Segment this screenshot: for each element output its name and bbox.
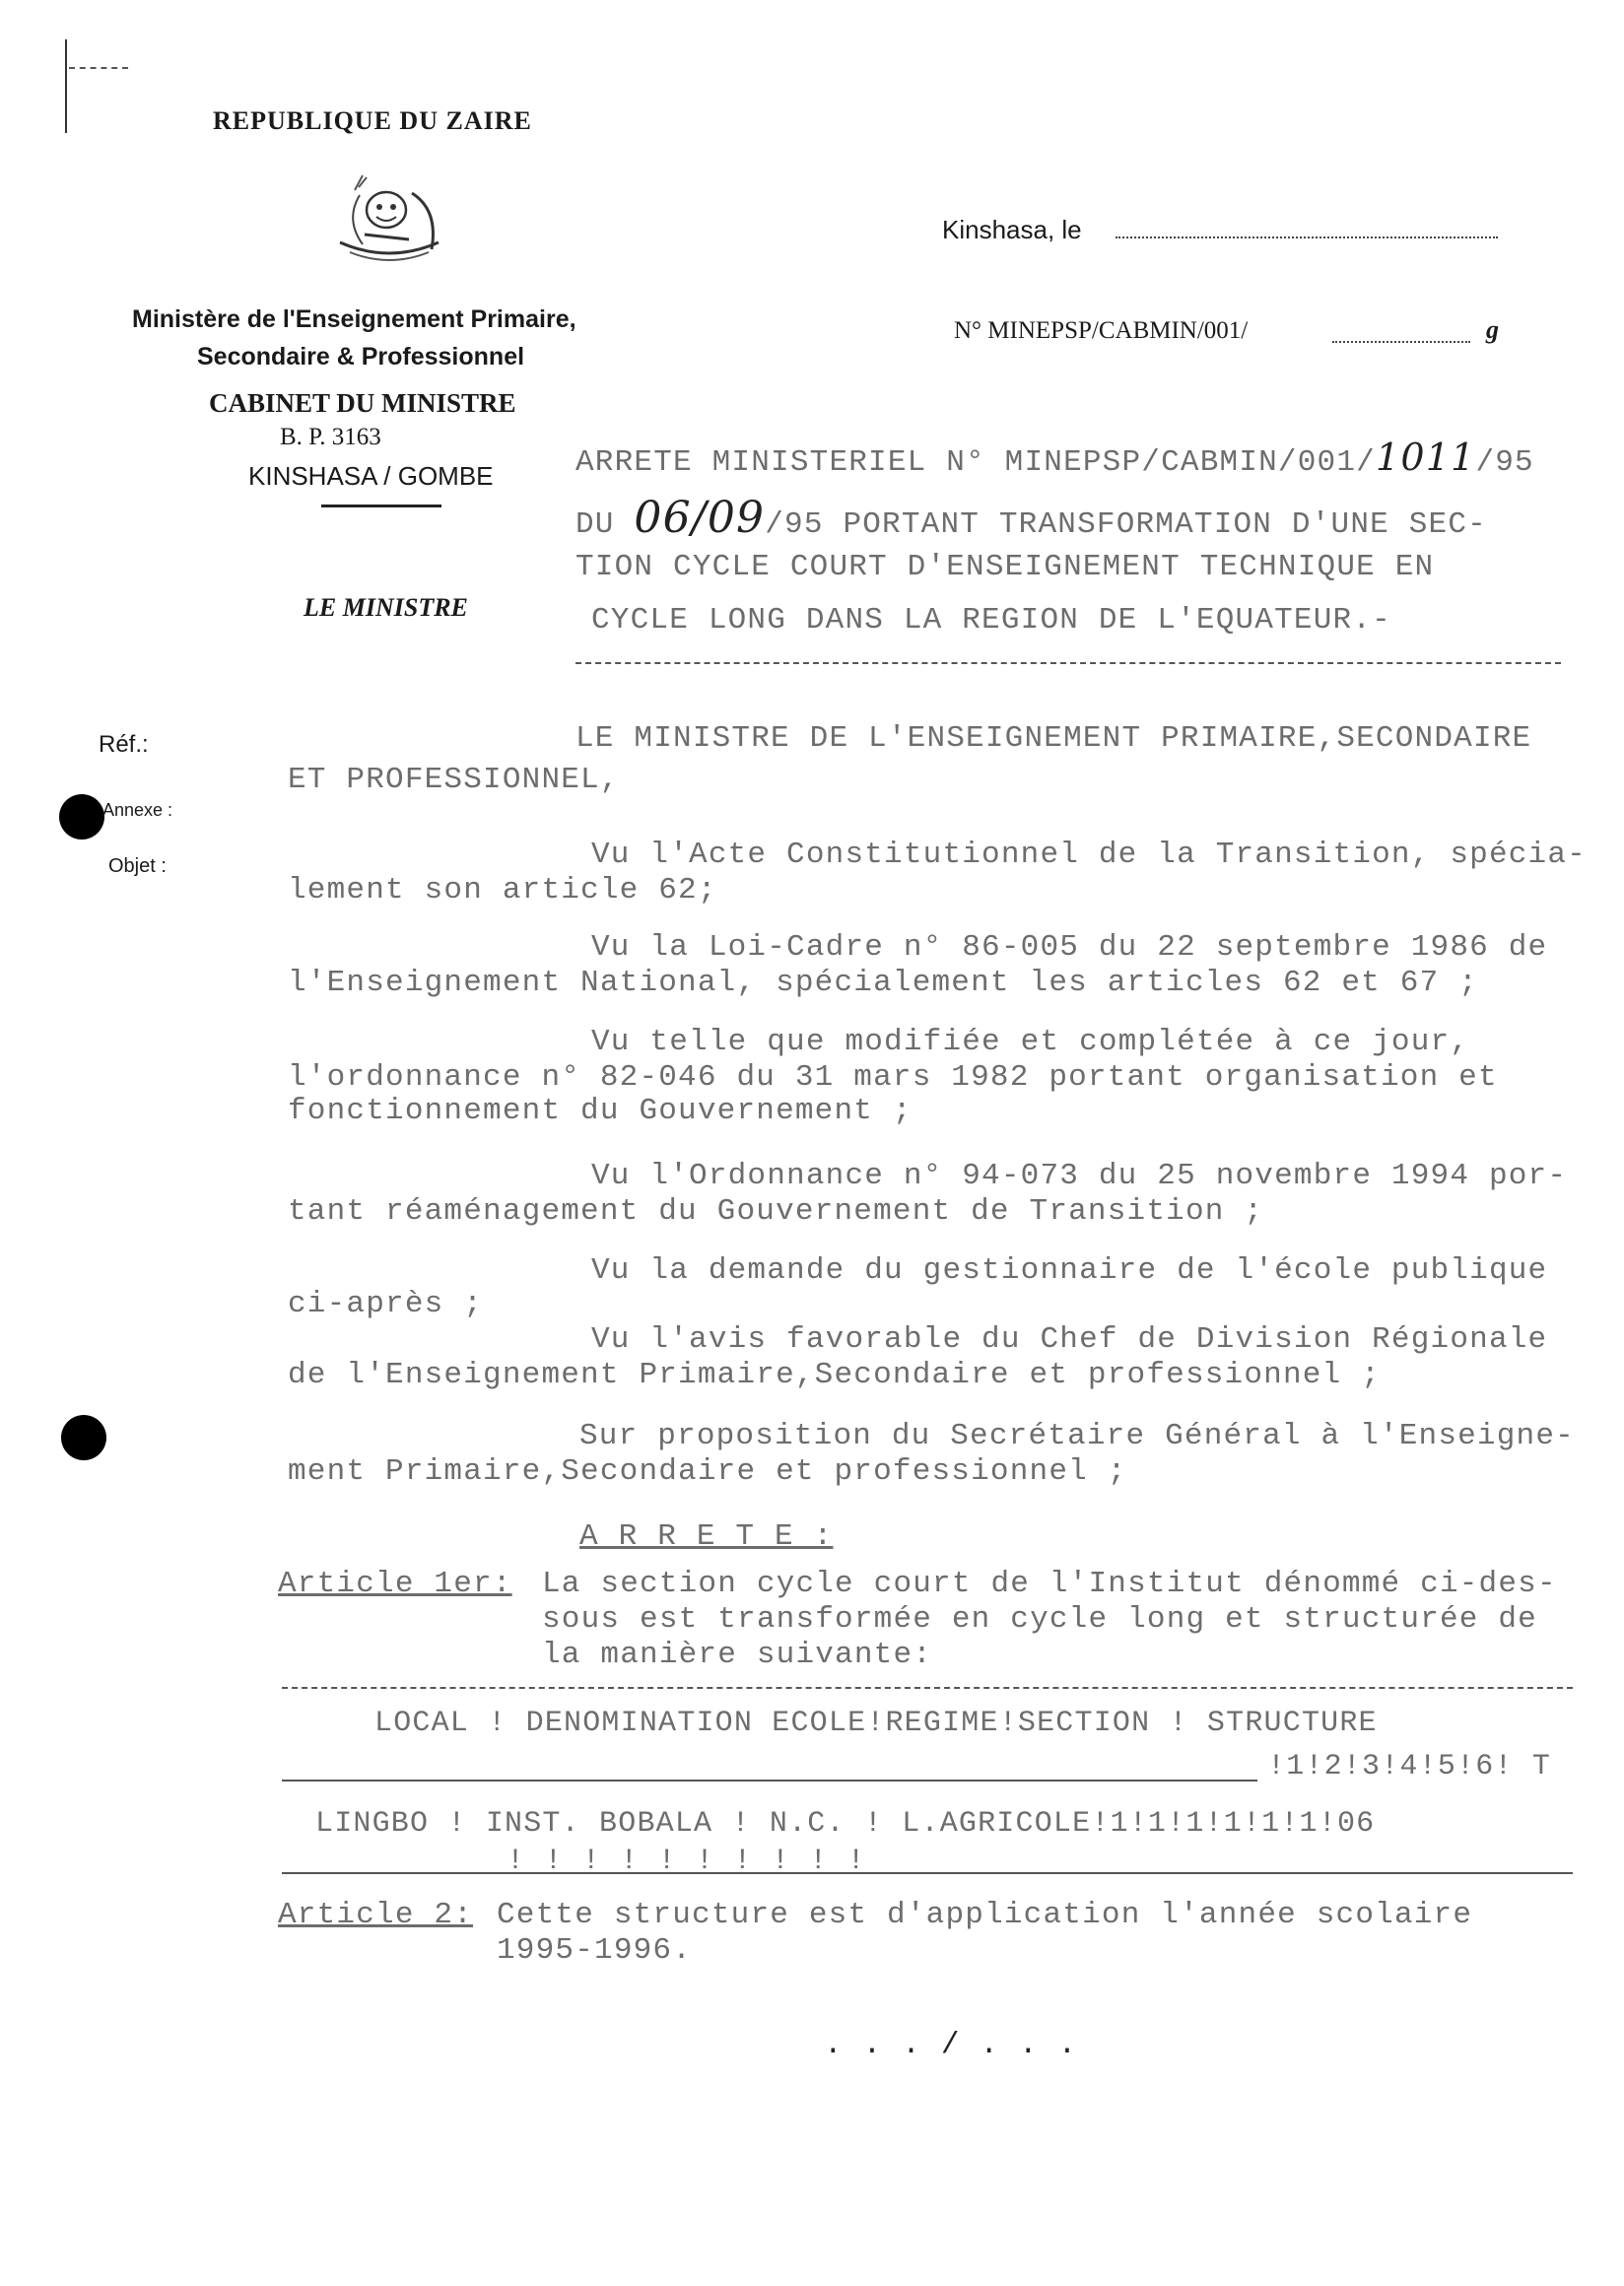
article-2-label: Article 2: [278, 1898, 474, 1932]
coat-of-arms-emblem [315, 166, 463, 274]
proposition-line2: ment Primaire,Secondaire et professionnel ; [288, 1454, 1127, 1489]
objet-label: Objet : [108, 855, 167, 877]
title-line2-text: /95 PORTANT TRANSFORMATION D'UNE SEC- [765, 507, 1487, 542]
visa-3-line3: fonctionnement du Gouvernement ; [288, 1094, 913, 1128]
le-ministre-label: LE MINISTRE [304, 593, 468, 622]
title-divider [575, 662, 1561, 664]
reference-fill-line [1332, 341, 1470, 343]
article-2-line2: 1995-1996. [497, 1933, 693, 1968]
postal-box: B. P. 3163 [280, 424, 381, 450]
scan-mark [65, 39, 67, 133]
title-line2 [575, 493, 1487, 543]
visa-4-line1: Vu l'Ordonnance n° 94-073 du 25 novembre 1994 por- [591, 1159, 1568, 1193]
table-data-row: LINGBO ! INST. BOBALA ! N.C. ! L.AGRICOLE!1!1!1!1!1!1!06 [315, 1807, 1376, 1841]
handwritten-date: 06/09 [634, 493, 766, 543]
article-2-line1: Cette structure est d'application l'année scolaire [497, 1898, 1473, 1932]
title-prefix: ARRETE MINISTERIEL N° MINEPSP/CABMIN/001/ [575, 445, 1376, 480]
proposition-line1: Sur proposition du Secrétaire Général à l'Enseigne- [579, 1419, 1575, 1453]
title-du: DU [575, 507, 615, 542]
visa-5-line1: Vu la demande du gestionnaire de l'école publique [591, 1253, 1548, 1288]
visa-3-line1: Vu telle que modifiée et complétée à ce jour, [591, 1025, 1470, 1059]
visa-1-line2: lement son article 62; [288, 873, 717, 908]
annexe-label: Annexe : [102, 800, 173, 820]
title-line3: TION CYCLE COURT D'ENSEIGNEMENT TECHNIQUE EN [575, 550, 1435, 584]
table-header-row: LOCAL ! DENOMINATION ECOLE!REGIME!SECTION ! STRUCTURE [374, 1707, 1378, 1740]
scan-mark [69, 67, 128, 69]
reference-number: N° MINEPSP/CABMIN/001/ [954, 317, 1249, 344]
city: KINSHASA / GOMBE [248, 461, 494, 491]
continuation-marker: . . . / . . . [824, 2028, 1078, 2062]
header-rule [321, 504, 441, 507]
article-1-label: Article 1er: [278, 1567, 512, 1601]
punch-hole [61, 1415, 106, 1460]
table-structure-subheader: !1!2!3!4!5!6! T [1267, 1750, 1552, 1783]
punch-hole [59, 794, 104, 840]
cabinet-heading: CABINET DU MINISTRE [209, 388, 516, 418]
title-year: /95 [1475, 445, 1534, 480]
date-fill-line [1116, 236, 1498, 238]
visa-5-line2: ci-après ; [288, 1287, 484, 1321]
visa-6-line1: Vu l'avis favorable du Chef de Division Régionale [591, 1322, 1548, 1357]
title-line1 [575, 436, 1534, 480]
arrete-heading: A R R E T E : [579, 1519, 834, 1554]
visa-2-line2: l'Enseignement National, spécialement les articles 62 et 67 ; [288, 966, 1478, 1000]
table-data-row-end: ! ! ! ! ! ! ! ! ! ! [507, 1845, 866, 1878]
table-bottom-rule [282, 1872, 1573, 1874]
ministry-name-line2: Secondaire & Professionnel [197, 343, 525, 370]
place-date-label: Kinshasa, le [942, 215, 1082, 244]
article-1-line1: La section cycle court de l'Institut dénommé ci-des- [542, 1567, 1557, 1601]
visa-2-line1: Vu la Loi-Cadre n° 86-005 du 22 septembre 1986 de [591, 930, 1548, 965]
visa-6-line2: de l'Enseignement Primaire,Secondaire et professionnel ; [288, 1358, 1381, 1392]
reference-suffix: g [1486, 315, 1499, 344]
visa-1-line1: Vu l'Acte Constitutionnel de la Transition, spécia- [591, 838, 1587, 872]
ref-label: Réf.: [99, 731, 149, 758]
title-line4: CYCLE LONG DANS LA REGION DE L'EQUATEUR.- [591, 603, 1391, 638]
opening-line1: LE MINISTRE DE L'ENSEIGNEMENT PRIMAIRE,SECONDAIRE [575, 721, 1532, 756]
ministry-name-line1: Ministère de l'Enseignement Primaire, [132, 305, 576, 333]
visa-3-line2: l'ordonnance n° 82-046 du 31 mars 1982 portant organisation et [288, 1060, 1498, 1095]
handwritten-order-number: 1011 [1375, 436, 1476, 479]
table-header-rule [282, 1780, 1257, 1782]
republic-heading: REPUBLIQUE DU ZAIRE [213, 106, 532, 135]
article-1-line2: sous est transformée en cycle long et structurée de [542, 1602, 1537, 1637]
table-top-rule [282, 1687, 1573, 1689]
visa-4-line2: tant réaménagement du Gouvernement de Transition ; [288, 1194, 1264, 1229]
opening-line2: ET PROFESSIONNEL, [288, 763, 620, 797]
article-1-line3: la manière suivante: [542, 1638, 933, 1672]
